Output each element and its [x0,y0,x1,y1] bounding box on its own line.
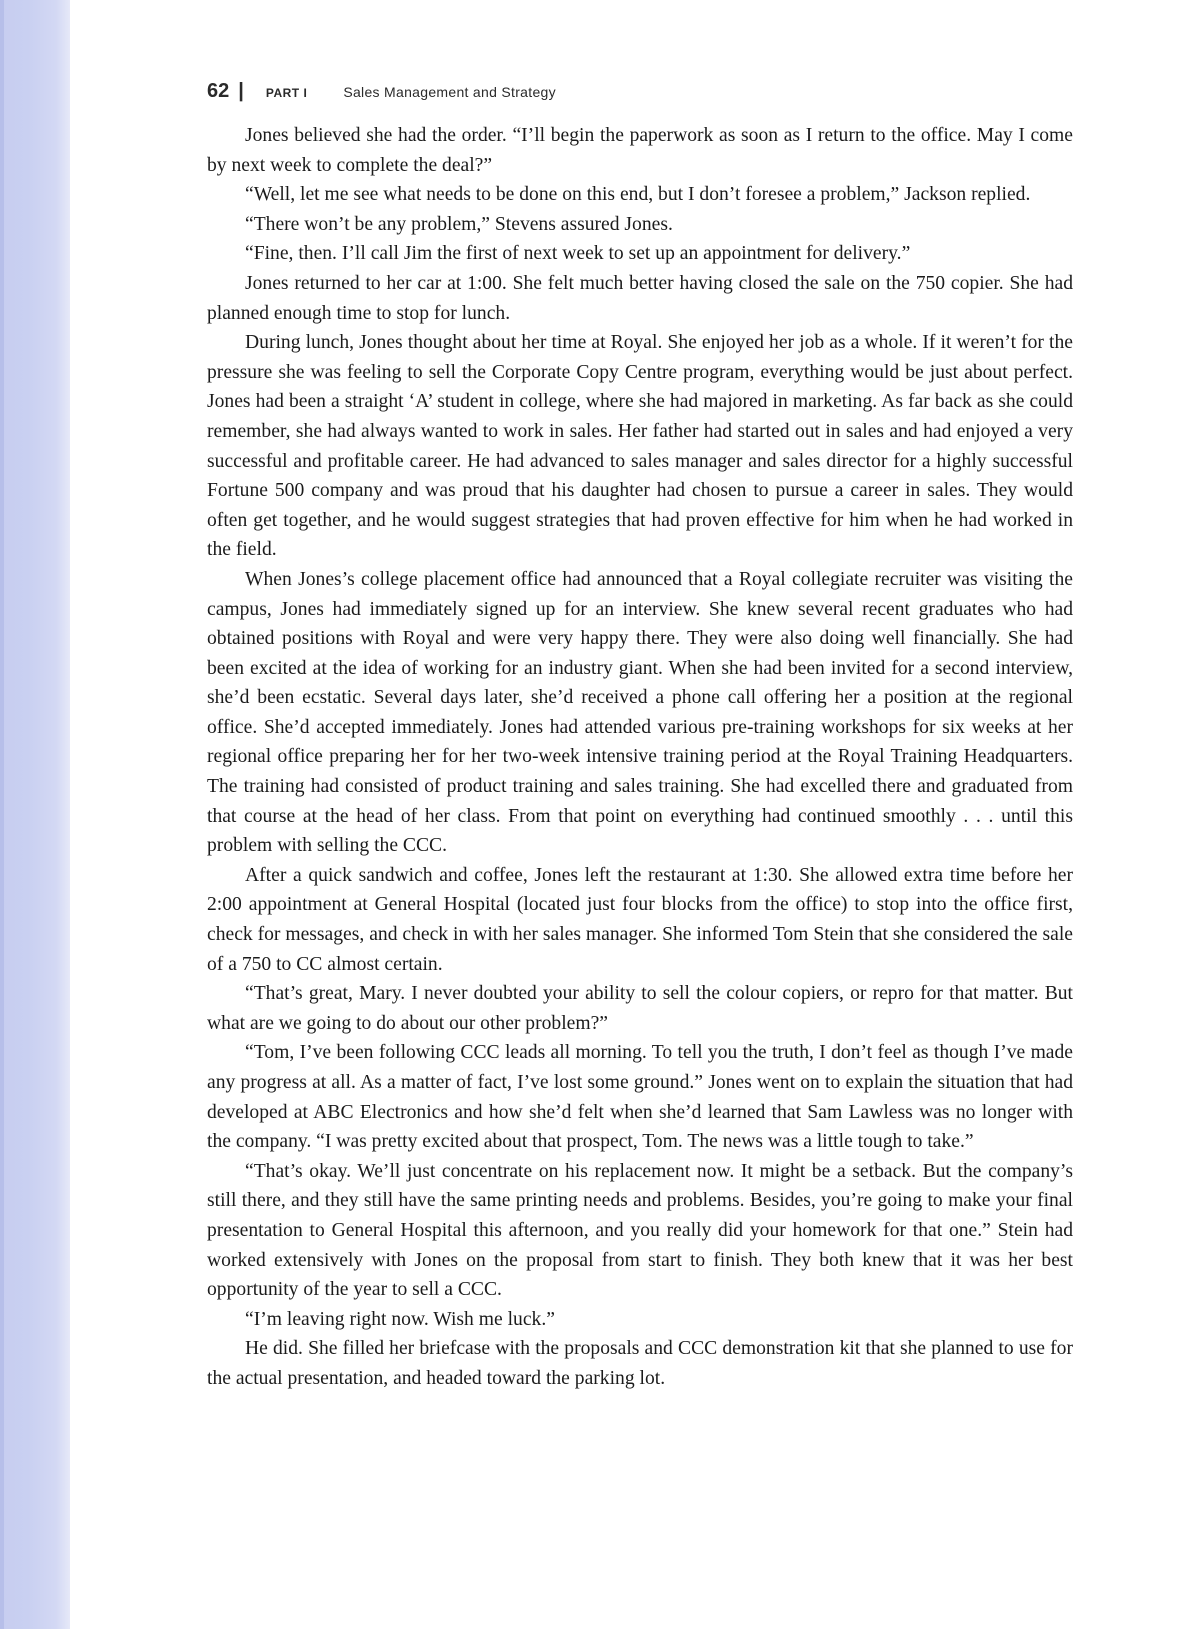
paragraph: “Fine, then. I’ll call Jim the first of next week to set up an appointment for delivery.” [245,243,911,265]
paragraph: “Tom, I’ve been following CCC leads all morning. To tell you the truth, I don’t feel as though I’ve made any progress at all. As a matter of fact, I’ve lost some ground.” Jones went on to explain the situation that had developed at ABC Electronics and how she’d felt when she’d learned that Sam Lawless was no longer with the company. “I was pretty excited about that prospect, Tom. The news was a little tough to take.” [207,1042,1073,1153]
book-page [207,80,1073,1394]
part-label: PART I [265,86,308,100]
paragraph: When Jones’s college placement office had announced that a Royal collegiate recruiter was visiting the campus, Jones had immediately signed up for an interview. She knew several recent graduates who had obtained positions with Royal and were very happy there. They were also doing well financially. She had been excited at the idea of working for an industry giant. When she had been invited for a second interview, she’d been ecstatic. Several days later, she’d received a phone call offering her a position at the regional office. She’d accepted immediately. Jones had attended various pre-training workshops for six weeks at her regional office preparing her for her two-week intensive training period at the Royal Training Headquarters. The training had consisted of product training and sales training. She had excelled there and graduated from that course at the head of her class. From that point on everything had continued smoothly . . . until this problem with selling the CCC. [207,568,1073,857]
paragraph: “That’s great, Mary. I never doubted your ability to sell the colour copiers, or repro for that matter. But what are we going to do about our other problem?” [207,983,1073,1034]
page-number: 62 [207,80,230,102]
section-title: Sales Management and Strategy [343,84,556,100]
paragraph: He did. She filled her briefcase with the proposals and CCC demonstration kit that she planned to use for the actual presentation, and headed toward the parking lot. [207,1338,1073,1389]
header-separator: | [238,80,244,102]
paragraph: “Well, let me see what needs to be done on this end, but I don’t foresee a problem,” Jackson replied. [245,184,1031,206]
body-text [207,121,1073,1394]
paragraph: Jones returned to her car at 1:00. She felt much better having closed the sale on the 750 copier. She had planned enough time to stop for lunch. [207,272,1073,324]
paragraph: During lunch, Jones thought about her time at Royal. She enjoyed her job as a whole. If it weren’t for the pressure she was feeling to sell the Corporate Copy Centre program, everything would be just about perfect. Jones had been a straight ‘A’ student in college, where she had majored in marketing. As far back as she could remember, she had always wanted to work in sales. Her father had started out in sales and had enjoyed a very successful and profitable career. He had advanced to sales manager and sales director for a highly successful Fortune 500 company and was proud that his daughter had chosen to pursue a career in sales. They would often get together, and he would suggest strategies that had proven effective for him when he had worked in the field. [207,332,1073,561]
running-header [207,80,1073,103]
scan-edge [0,0,70,1629]
paragraph: Jones believed she had the order. “I’ll begin the paperwork as soon as I return to the office. May I come by next week to complete the deal?” [207,125,1073,176]
paragraph: “I’m leaving right now. Wish me luck.” [245,1308,555,1330]
paragraph: After a quick sandwich and coffee, Jones left the restaurant at 1:30. She allowed extra time before her 2:00 appointment at General Hospital (located just four blocks from the office) to stop into the office first, check for messages, and check in with her sales manager. She informed Tom Stein that she considered the sale of a 750 to CC almost certain. [207,864,1073,975]
paragraph: “That’s okay. We’ll just concentrate on his replacement now. It might be a setback. But the company’s still there, and they still have the same printing needs and problems. Besides, you’re going to make your final presentation to General Hospital this afternoon, and you really did your homework for that one.” Stein had worked extensively with Jones on the proposal from start to finish. They both knew that it was her best opportunity of the year to sell a CCC. [207,1160,1073,1301]
paragraph: “There won’t be any problem,” Stevens assured Jones. [245,213,673,235]
